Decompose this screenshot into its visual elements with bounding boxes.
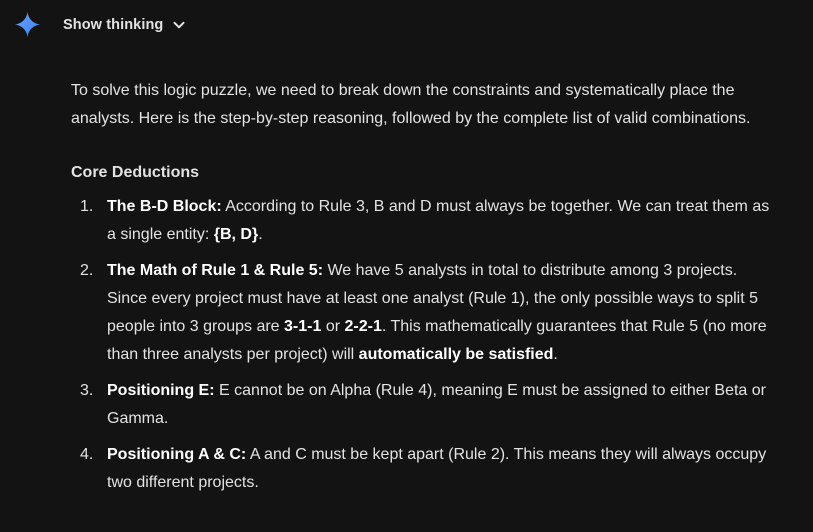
deduction-bold: 2-2-1 bbox=[344, 318, 382, 335]
deduction-text: We have 5 analysts in total to distribute among 3 projects. Since every project must have at least one analyst (Rule 1), the only possible ways to split 5 people into 3 groups are bbox=[107, 262, 758, 335]
deduction-item-4 bbox=[71, 441, 771, 497]
deduction-item-2 bbox=[71, 257, 771, 369]
deduction-number: 2. bbox=[80, 262, 94, 279]
deduction-title: The B-D Block: bbox=[107, 198, 222, 215]
deduction-text: According to Rule 3, B and D must always be together. We can treat them as a single entity: bbox=[107, 198, 770, 243]
show-thinking-toggle[interactable] bbox=[63, 14, 186, 36]
deduction-number: 4. bbox=[80, 446, 94, 463]
deduction-bold: 3-1-1 bbox=[284, 318, 322, 335]
deduction-title: Positioning A & C: bbox=[107, 446, 247, 463]
deduction-text: A and C must be kept apart (Rule 2). This means they will always occupy two different projects. bbox=[107, 446, 767, 491]
chevron-down-icon bbox=[172, 18, 186, 32]
deduction-number: 3. bbox=[80, 382, 94, 399]
deduction-item-1 bbox=[71, 193, 771, 249]
deduction-title: Positioning E: bbox=[107, 382, 215, 399]
deduction-item-3 bbox=[71, 377, 771, 433]
deduction-text: . This mathematically guarantees that Rule 5 (no more than three analysts per project) will bbox=[107, 318, 767, 363]
gemini-sparkle-icon bbox=[15, 12, 40, 37]
deduction-text: E cannot be on Alpha (Rule 4), meaning E must be assigned to either Beta or Gamma. bbox=[107, 382, 766, 427]
response-header bbox=[0, 0, 813, 50]
show-thinking-label: Show thinking bbox=[63, 17, 164, 33]
deduction-title: The Math of Rule 1 & Rule 5: bbox=[107, 262, 324, 279]
deduction-bold: {B, D} bbox=[213, 226, 259, 243]
deduction-bold: automatically be satisfied bbox=[358, 346, 554, 363]
deduction-number: 1. bbox=[80, 198, 94, 215]
response-body bbox=[71, 77, 771, 505]
deduction-text: . bbox=[258, 226, 263, 243]
deduction-text: or bbox=[321, 318, 345, 335]
section-title: Core Deductions bbox=[71, 164, 200, 181]
deduction-text: . bbox=[553, 346, 558, 363]
intro-paragraph: To solve this logic puzzle, we need to break down the constraints and systematically place the analysts. Here is the step-by-step reasoning, followed by the complete list of valid combinations. bbox=[71, 82, 751, 127]
deductions-list bbox=[71, 193, 771, 497]
